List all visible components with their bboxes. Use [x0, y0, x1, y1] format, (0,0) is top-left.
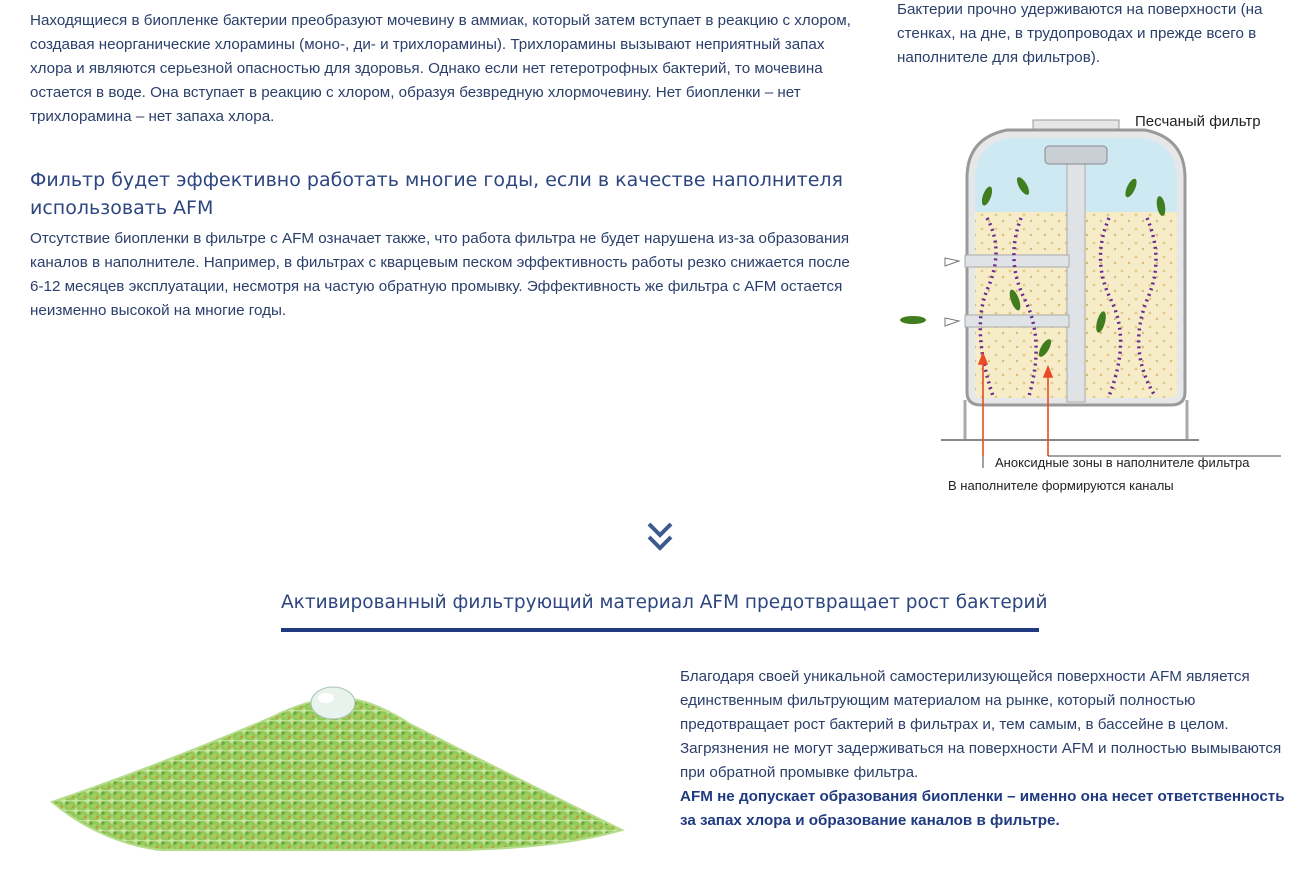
intro-paragraph: Находящиеся в биопленке бактерии преобразуют мочевину в аммиак, который затем вступает в реакцию с хлором, создавая неорганические хлорамины (моно-, ди- и трихлорамины). Трихлорамины вызывают неприятный запах хлора и являются серьезной опасностью для здоровья. Однако если нет гетеротрофных бактерий, то мочевина остается в воде. Она вступает в реакцию с хлором, образуя безвредную хлормочевину. Нет биопленки – нет трихлорамина – нет запаха хлора. — [30, 12, 851, 125]
diagram-label-channels: В наполнителе формируются каналы — [948, 478, 1174, 493]
afm-paragraph: Благодаря своей уникальной самостерилизующейся поверхности AFM является единственным фильтрующим материалом на рынке, который полностью предотвращает рост бактерий в фильтрах и, тем самым, в бассейне в целом. Загрязнения не могут задерживаться на поверхности AFM и полностью вымываются при обратной промывке фильтра. — [680, 668, 1282, 781]
section-heading: Фильтр будет эффективно работать многие годы, если в качестве наполнителя использовать AFM — [30, 169, 843, 219]
afm-glass-pile-image — [40, 670, 640, 870]
sand-filter-diagram — [895, 100, 1290, 500]
diagram-label-anoxic: Аноксидные зоны в наполнителе фильтра — [995, 455, 1250, 470]
afm-bold-statement: AFM не допускает образования биопленки – именно она несет ответственность за запах хлора и образование каналов в фильтре. — [680, 788, 1285, 829]
diagram-title: Песчаный фильтр — [1135, 113, 1261, 130]
section-paragraph: Отсутствие биопленки в фильтре с AFM означает также, что работа фильтра не будет нарушена из-за образования каналов в наполнителе. Например, в фильтрах с кварцевым песком эффективность работы резко снижается после 6-12 месяцев эксплуатации, несмотря на частую обратную промывку. Эффективность же фильтра с AFM остается неизменно высокой на многие годы. — [30, 230, 850, 319]
double-chevron-down-icon[interactable] — [645, 520, 675, 554]
main-heading: Активированный фильтрующий материал AFM предотвращает рост бактерий — [281, 588, 1039, 632]
side-paragraph: Бактерии прочно удерживаются на поверхности (на стенках, на дне, в трудопроводах и прежде всего в наполнителе для фильтров). — [897, 1, 1263, 66]
